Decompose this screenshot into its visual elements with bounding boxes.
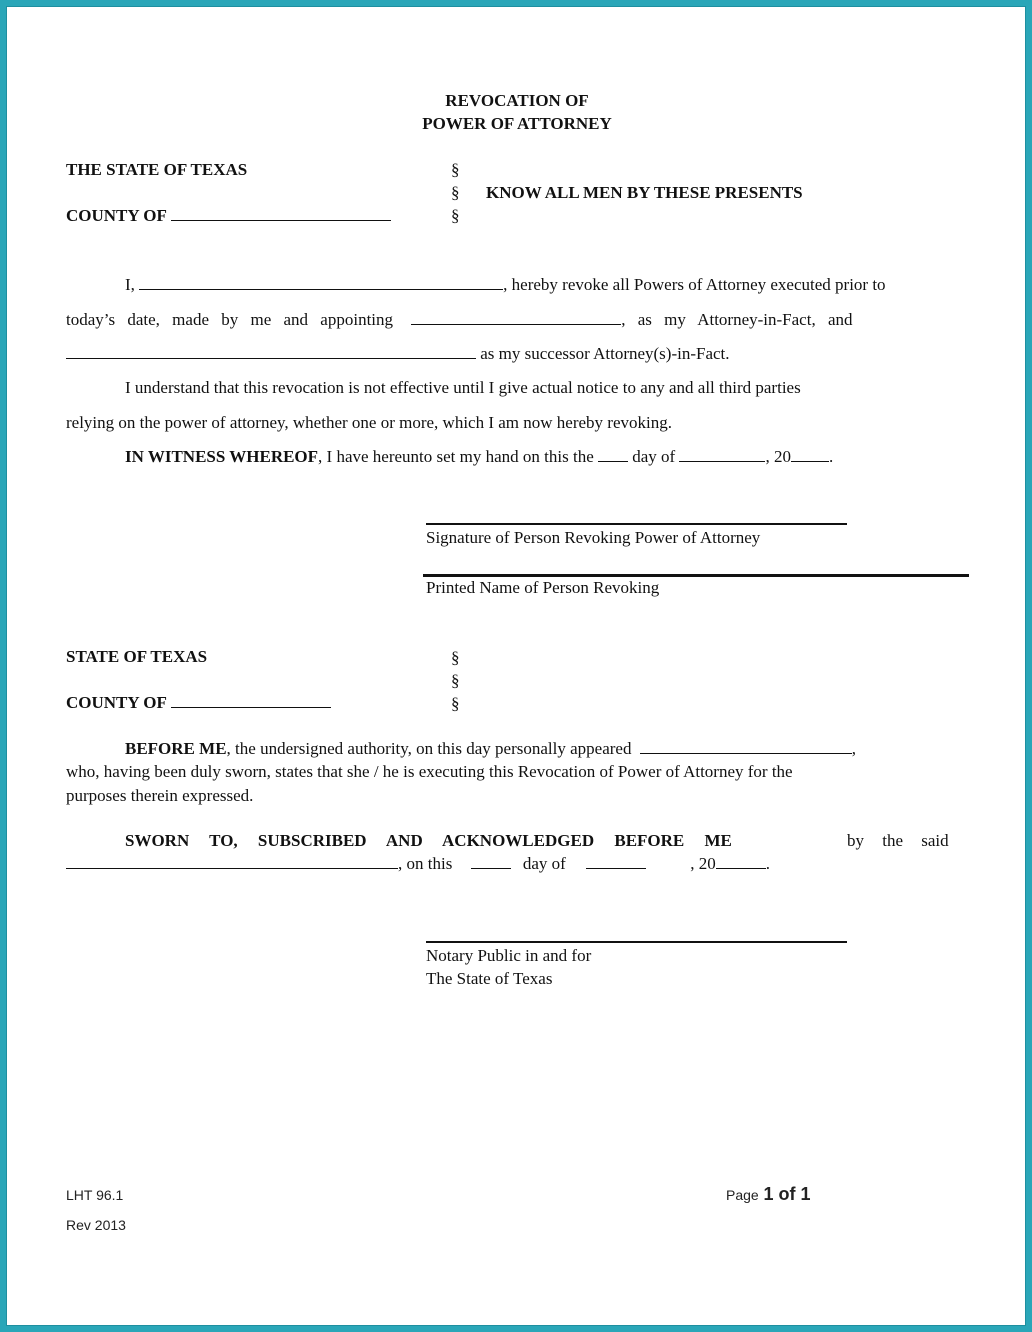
section-symbol-3: § <box>451 206 460 225</box>
before-me-text: , the undersigned authority, on this day personally appeared <box>226 739 632 758</box>
sworn-month-blank[interactable] <box>586 854 646 869</box>
ack-county-blank[interactable] <box>171 693 331 708</box>
county-of-heading <box>66 206 391 226</box>
para1-successor-text: as my successor Attorney(s)-in-Fact. <box>480 344 730 363</box>
sworn-line2 <box>66 854 770 874</box>
ack-section-symbol-3: § <box>451 694 460 713</box>
ack-section-symbol-2: § <box>451 671 460 690</box>
witness-year-blank[interactable] <box>791 447 829 462</box>
sworn-bold: SWORN TO, SUBSCRIBED AND ACKNOWLEDGED BEFORE ME <box>125 831 732 850</box>
notary-line-1: Notary Public in and for <box>426 946 592 965</box>
county-of-label: COUNTY OF <box>66 206 167 225</box>
witness-text: , I have hereunto set my hand on this the <box>318 447 594 466</box>
principal-name-blank[interactable] <box>139 275 503 290</box>
para1-todays-text: today’s date, made by me and appointing <box>66 310 394 329</box>
know-all-men-heading: KNOW ALL MEN BY THESE PRESENTS <box>486 183 803 202</box>
sworn-year-blank[interactable] <box>716 854 766 869</box>
before-me-line3: purposes therein expressed. <box>66 786 254 805</box>
witness-line <box>125 447 833 467</box>
footer-page-word: Page <box>726 1187 759 1203</box>
successor-attorney-blank[interactable] <box>66 344 476 359</box>
witness-period: . <box>828 447 834 466</box>
sworn-on-this: , on this <box>398 854 453 873</box>
ack-section-symbol-1: § <box>451 648 460 667</box>
sworn-comma-20: , 20 <box>690 854 716 873</box>
notary-line-2: The State of Texas <box>426 969 553 988</box>
county-blank[interactable] <box>171 206 391 221</box>
para2-line1: I understand that this revocation is not effective until I give actual notice to any and all third parties <box>125 378 801 397</box>
before-me-comma: , <box>851 739 856 758</box>
para1-line2 <box>66 310 966 330</box>
witness-day-of: day of <box>632 447 676 466</box>
appeared-name-blank[interactable] <box>640 739 852 754</box>
witness-bold: IN WITNESS WHEREOF <box>125 447 319 466</box>
title-line-2: POWER OF ATTORNEY <box>422 114 612 133</box>
footer-page-of: 1 of 1 <box>763 1184 811 1204</box>
attorney-in-fact-blank[interactable] <box>411 310 621 325</box>
footer-rev: Rev 2013 <box>66 1217 126 1233</box>
sworn-by-the-said: by the said <box>847 831 949 850</box>
sworn-period: . <box>765 854 771 873</box>
witness-day-blank[interactable] <box>598 447 628 462</box>
witness-month-blank[interactable] <box>679 447 765 462</box>
section-symbol-2: § <box>451 183 460 202</box>
footer-page-number <box>726 1184 810 1205</box>
sworn-day-of: day of <box>522 854 566 873</box>
para1-line3 <box>66 344 730 364</box>
para1-i: I, <box>125 275 135 294</box>
ack-state-heading: STATE OF TEXAS <box>66 647 208 666</box>
ack-county-heading <box>66 693 331 713</box>
printed-name-label: Printed Name of Person Revoking <box>426 578 660 597</box>
signature-line[interactable] <box>426 523 847 525</box>
document-page <box>6 6 1026 1326</box>
para1-revoke-text: , hereby revoke all Powers of Attorney executed prior to <box>503 275 886 294</box>
before-me-line1 <box>125 739 856 759</box>
para2-line2: relying on the power of attorney, whether one or more, which I am now hereby revoking. <box>66 413 672 432</box>
section-symbol-1: § <box>451 160 460 179</box>
footer-form-id: LHT 96.1 <box>66 1187 124 1203</box>
printed-name-line[interactable] <box>423 574 969 577</box>
before-me-bold: BEFORE ME <box>125 739 227 758</box>
state-of-texas-heading: THE STATE OF TEXAS <box>66 160 248 179</box>
before-me-line2: who, having been duly sworn, states that she / he is executing this Revocation of Power of Attorney for the <box>66 762 793 781</box>
notary-signature-line[interactable] <box>426 941 847 943</box>
title-line-1: REVOCATION OF <box>445 91 589 110</box>
sworn-name-blank[interactable] <box>66 854 398 869</box>
sworn-day-blank[interactable] <box>471 854 511 869</box>
ack-county-label: COUNTY OF <box>66 693 167 712</box>
signature-label: Signature of Person Revoking Power of Attorney <box>426 528 761 547</box>
para1-as-my-text: , as my Attorney-in-Fact, and <box>621 310 853 329</box>
witness-comma-20: , 20 <box>765 447 791 466</box>
para1-line1-start <box>125 275 886 295</box>
